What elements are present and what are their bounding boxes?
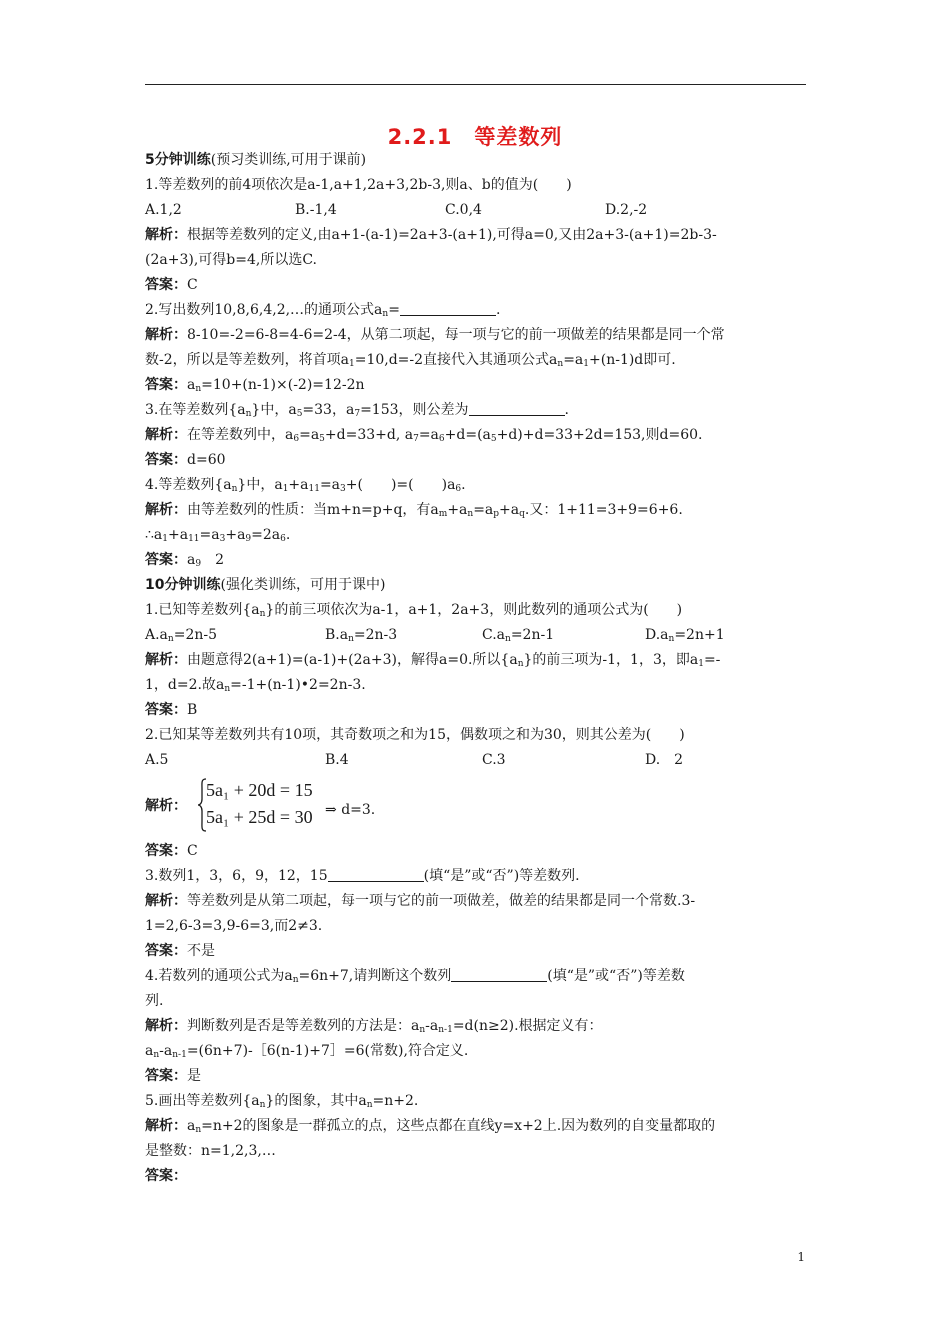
answer-line: 答案：不是: [145, 943, 215, 959]
equation-result: d=3.: [341, 802, 376, 818]
analysis-line: 1=2,6-3=3,9-6=3,而2≠3.: [145, 918, 323, 934]
analysis-line: 解析：由等差数列的性质：当m+n=p+q，有$a_m+a_n=a_p+a_q$.又：1+11=3+9=6+6.: [145, 502, 683, 519]
document-body: [145, 148, 807, 1189]
answer-line: 答案：d=60: [145, 452, 226, 468]
answer-line: 答案：C: [145, 843, 198, 859]
question-3-stem: 3.数列1，3，6，9，12，15 (填“是”或“否”)等差数列.: [145, 868, 580, 884]
answer-blank: [469, 401, 565, 416]
answer-blank: [400, 301, 496, 316]
analysis-line: $a_n-a_{n-1}=(6n+7)-[6(n-1)+7]=6$(常数),符合定义.: [145, 1043, 469, 1060]
answer-line: 答案：: [145, 1168, 187, 1184]
implies-icon: ⇒: [325, 802, 337, 818]
page-number: 1: [797, 1250, 805, 1264]
option-b: B.-1,4: [295, 202, 337, 218]
analysis-line: (2a+3),可得b=4,所以选C.: [145, 252, 317, 268]
option-c: $C.a_n=2n-1$: [482, 627, 555, 644]
question-1-options: [145, 623, 807, 648]
question-5-stem: 5.画出等差数列$\{a_n\}$的图象，其中$a_n=n+2$.: [145, 1093, 419, 1110]
equation-system: 解析： 5a₁ + 20d = 15 5a₁ + 25d = 30 ⇒ d=3.: [145, 777, 807, 837]
analysis-line: 解析：判断数列是否是等差数列的方法是：$a_n-a_{n-1}=d(n\ge 2)$.根据定义有：: [145, 1018, 603, 1035]
question-4-stem: 4.若数列的通项公式为$a_n=6n+7$,请判断这个数列 (填“是”或“否”)等差数: [145, 968, 685, 985]
analysis-line: 解析：等差数列是从第二项起，每一项与它的前一项做差，做差的结果都是同一个常数.3-: [145, 893, 696, 909]
analysis-line: 1，d=2.故$a_n=-1+(n-1)•2=2n-3$.: [145, 677, 366, 694]
option-d: $D.a_n=2n+1$: [645, 627, 725, 644]
analysis-line: 是整数：n=1,2,3,…: [145, 1143, 276, 1159]
option-b: $B.a_n=2n-3$: [325, 627, 398, 644]
answer-line: 答案：$a_9$ 2: [145, 552, 225, 569]
question-3-stem: 3.在等差数列$\{a_n\}$中，$a_5=33$，$a_7=153$，则公差为 .: [145, 402, 569, 419]
analysis-line: 解析：由题意得2(a+1)=(a-1)+(2a+3)，解得a=0.所以$\{a_n\}$的前三项为-1，1，3，即$a_1=-$: [145, 652, 721, 669]
answer-line: 答案：是: [145, 1068, 201, 1084]
analysis-line: $\therefore a_1+a_{11}=a_3+a_9=2a_6$.: [145, 527, 291, 544]
header-rule: [145, 84, 806, 85]
answer-line: 答案：B: [145, 702, 198, 718]
question-4-stem-cont: 列.: [145, 993, 164, 1009]
answer-blank: [328, 867, 424, 882]
analysis-line: 解析：$a_n=n+2$的图象是一群孤立的点，这些点都在直线y=x+2上.因为数列的自变量都取的: [145, 1118, 716, 1135]
question-2-stem: 2.已知某等差数列共有10项，其奇数项之和为15，偶数项之和为30，则其公差为( ): [145, 727, 685, 743]
option-a: $A.a_n=2n-5$: [145, 627, 218, 644]
analysis-line: 解析：根据等差数列的定义,由a+1-(a-1)=2a+3-(a+1),可得a=0,又由2a+3-(a+1)=2b-3-: [145, 227, 717, 243]
option-d: D. 2: [645, 752, 684, 768]
equation-2: 5a₁ + 25d = 30: [206, 807, 313, 827]
answer-line: 答案：$a_n=10+(n-1)\times(-2)=12-2n$: [145, 377, 365, 394]
question-1-options: [145, 198, 807, 223]
question-2-options: [145, 748, 807, 773]
equation-1: 5a₁ + 20d = 15: [206, 780, 313, 800]
answer-blank: [451, 967, 547, 982]
question-4-stem: 4.等差数列$\{a_n\}$中，$a_1+a_{11}=a_3+$( )=( )$a_6$.: [145, 477, 466, 494]
question-2-stem: 2.写出数列10,8,6,4,2,…的通项公式$a_n=$ .: [145, 302, 501, 319]
question-1-stem: 1.已知等差数列$\{a_n\}$的前三项依次为a-1，a+1，2a+3，则此数列的通项公式为( ): [145, 602, 683, 619]
question-1-stem: 1.等差数列的前4项依次是a-1,a+1,2a+3,2b-3,则a、b的值为( ): [145, 177, 572, 193]
option-b: B.4: [325, 752, 349, 768]
option-a: A.5: [145, 752, 169, 768]
analysis-line: 数-2，所以是等差数列，将首项$a_1=10,d=-2$直接代入其通项公式$a_n=a_1+(n-1)d$即可.: [145, 352, 676, 369]
answer-line: 答案：C: [145, 277, 198, 293]
option-c: C.0,4: [445, 202, 482, 218]
section-heading-5min: 5分钟训练(预习类训练,可用于课前): [145, 152, 367, 168]
page-title: 2.2.1 等差数列: [387, 125, 563, 149]
option-c: C.3: [482, 752, 506, 768]
analysis-line: 解析：在等差数列中，$a_6=a_5+d=33+d$, $a_7=a_6+d=(a_5+d)+d=33+2d=153$,则d=60.: [145, 427, 703, 444]
option-a: A.1,2: [145, 202, 182, 218]
analysis-line: 解析：8-10=-2=6-8=4-6=2-4，从第二项起，每一项与它的前一项做差的结果都是同一个常: [145, 327, 725, 343]
option-d: D.2,-2: [605, 202, 648, 218]
section-heading-10min: 10分钟训练(强化类训练，可用于课中): [145, 577, 386, 593]
